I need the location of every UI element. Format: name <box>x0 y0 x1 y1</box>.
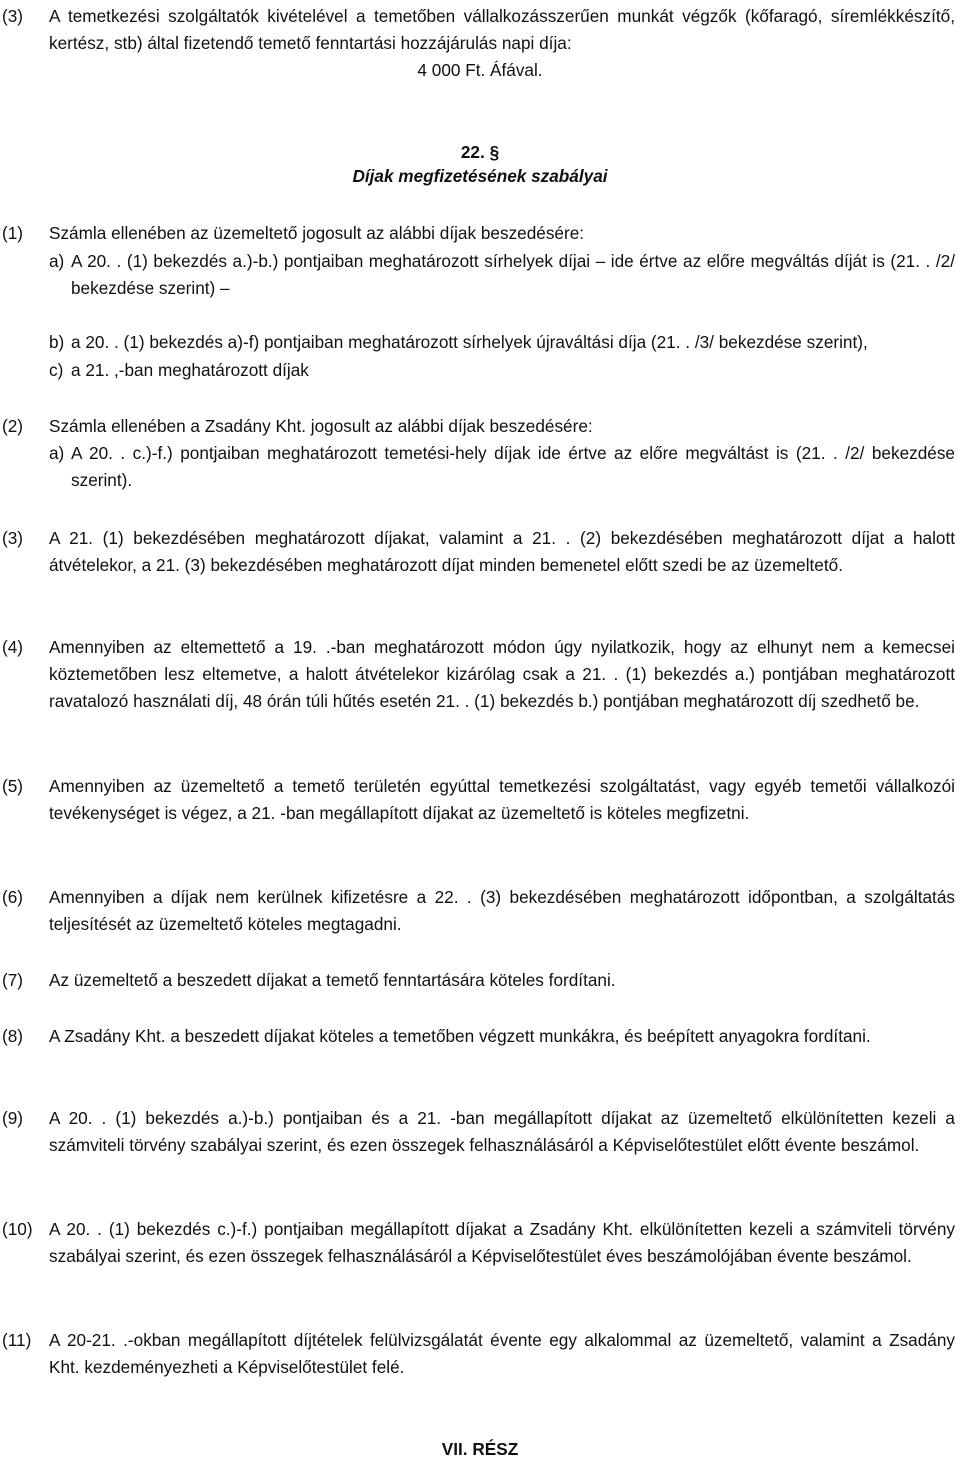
paragraph-number: (6) <box>2 887 24 907</box>
list-item-c <box>0 357 955 384</box>
list-item-a <box>0 440 955 494</box>
list-text: a 20. . (1) bekezdés a)-f) pontjaiban meghatározott sírhelyek újraváltási díja (21. . /3/ bekezdése szerint), <box>71 332 868 352</box>
paragraph-text: Számla ellenében a Zsadány Kht. jogosult az alábbi díjak beszedésére: <box>49 416 593 436</box>
paragraph-number: (3) <box>2 528 24 548</box>
list-label: b) <box>49 332 65 352</box>
list-text: A 20. . (1) bekezdés a.)-b.) pontjaiban meghatározott sírhelyek díjai – ide értve az előre megváltás díját is (21. . /2/ bekezdése szerint) – <box>71 251 955 298</box>
paragraph-number: (10) <box>2 1219 33 1239</box>
paragraph-text: A 20-21. .-okban megállapított díjtételek felülvizsgálatát évente egy alkalommal az üzemeltető, valamint a Zsadány Kht. kezdeményezheti a Képviselőtestület felé. <box>49 1330 955 1377</box>
paragraph-text: A 21. (1) bekezdésében meghatározott díjakat, valamint a 21. . (2) bekezdésében meghatározott díjat a halott átvételekor, a 21. (3) bekezdésében meghatározott díjat minden bemenetel előtt szedi be az üzemeltető. <box>49 528 955 575</box>
list-label: a) <box>49 443 65 463</box>
paragraph-number: (9) <box>2 1108 24 1128</box>
list-item-b <box>0 329 955 356</box>
paragraph-number: (2) <box>2 416 24 436</box>
paragraph-22-8 <box>0 1023 955 1050</box>
paragraph-number: (7) <box>2 970 24 990</box>
paragraph-22-2 <box>0 413 955 440</box>
paragraph-22-4 <box>0 634 955 715</box>
paragraph-22-5 <box>0 773 955 827</box>
list-label: c) <box>49 360 64 380</box>
section-number: 22. § <box>460 142 500 162</box>
list-label: a) <box>49 251 65 271</box>
paragraph-text: Amennyiben a díjak nem kerülnek kifizetésre a 22. . (3) bekezdésében meghatározott időpontban, a szolgáltatás teljesítését az üzemeltető köteles megtagadni. <box>49 887 955 934</box>
paragraph-number: (8) <box>2 1026 24 1046</box>
paragraph-number: (11) <box>2 1330 32 1350</box>
paragraph-text: Amennyiben az eltemettető a 19. .-ban meghatározott módon úgy nyilatkozik, hogy az elhunyt nem a kemecsei köztemetőben lesz eltemetve, a halott átvételekor kizárólag csak a 21. . (1) bekezdés a.) pontjában meghatározott ravatalozó használati díj, 48 órán túli hűtés esetén 21. . (1) bekezdés b.) pontjában meghatározott díj szedhető be. <box>49 637 955 711</box>
paragraph-22-6 <box>0 884 955 938</box>
paragraph-text: A Zsadány Kht. a beszedett díjakat köteles a temetőben végzett munkákra, és beépített anyagokra fordítani. <box>49 1026 871 1046</box>
paragraph-3-fee <box>0 3 955 57</box>
list-item-a <box>0 248 955 302</box>
paragraph-22-3 <box>0 525 955 579</box>
paragraph-22-7 <box>0 967 955 994</box>
paragraph-text: Amennyiben az üzemeltető a temető területén egyúttal temetkezési szolgáltatást, vagy egyéb temetői vállalkozói tevékenységet is végez, a 21. -ban megállapított díjakat az üzemeltető is köteles megfizetni. <box>49 776 955 823</box>
paragraph-text: A 20. . (1) bekezdés a.)-b.) pontjaiban és a 21. -ban megállapított díjakat az üzemeltető elkülönítetten kezeli a számviteli törvény szabályai szerint, és ezen összegek felhasználásáról a Képviselőtestület előtt évente beszámol. <box>49 1108 955 1155</box>
section-title: Díjak megfizetésének szabályai <box>352 166 608 186</box>
paragraph-22-10 <box>0 1216 955 1270</box>
paragraph-22-11 <box>0 1327 955 1381</box>
paragraph-number: (3) <box>2 6 24 26</box>
paragraph-text: A temetkezési szolgáltatók kivételével a temetőben vállalkozásszerűen munkát végzők (kőfaragó, síremlékkészítő, kertész, stb) által fizetendő temető fenntartási hozzájárulás napi díja: <box>49 6 955 53</box>
paragraph-text: Számla ellenében az üzemeltető jogosult az alábbi díjak beszedésére: <box>49 223 585 243</box>
paragraph-text: A 20. . (1) bekezdés c.)-f.) pontjaiban megállapított díjakat a Zsadány Kht. elkülönítetten kezeli a számviteli törvény szabályai szerint, és ezen összegek felhasználásáról a Képviselőtestület éves beszámolójában évente beszámol. <box>49 1219 955 1266</box>
list-text: A 20. . c.)-f.) pontjaiban meghatározott temetési-hely díjak ide értve az előre megváltást is (21. . /2/ bekezdése szerint). <box>71 443 955 490</box>
paragraph-22-9 <box>0 1105 955 1159</box>
fee-amount: 4 000 Ft. Áfával. <box>417 60 543 80</box>
part-heading: VII. RÉSZ <box>441 1439 519 1459</box>
paragraph-number: (1) <box>2 223 24 243</box>
paragraph-number: (5) <box>2 776 24 796</box>
paragraph-number: (4) <box>2 637 24 657</box>
paragraph-22-1 <box>0 220 955 247</box>
section-sign: § <box>489 142 500 162</box>
list-text: a 21. ,-ban meghatározott díjak <box>71 360 309 380</box>
paragraph-text: Az üzemeltető a beszedett díjakat a temető fenntartására köteles fordítani. <box>49 970 616 990</box>
